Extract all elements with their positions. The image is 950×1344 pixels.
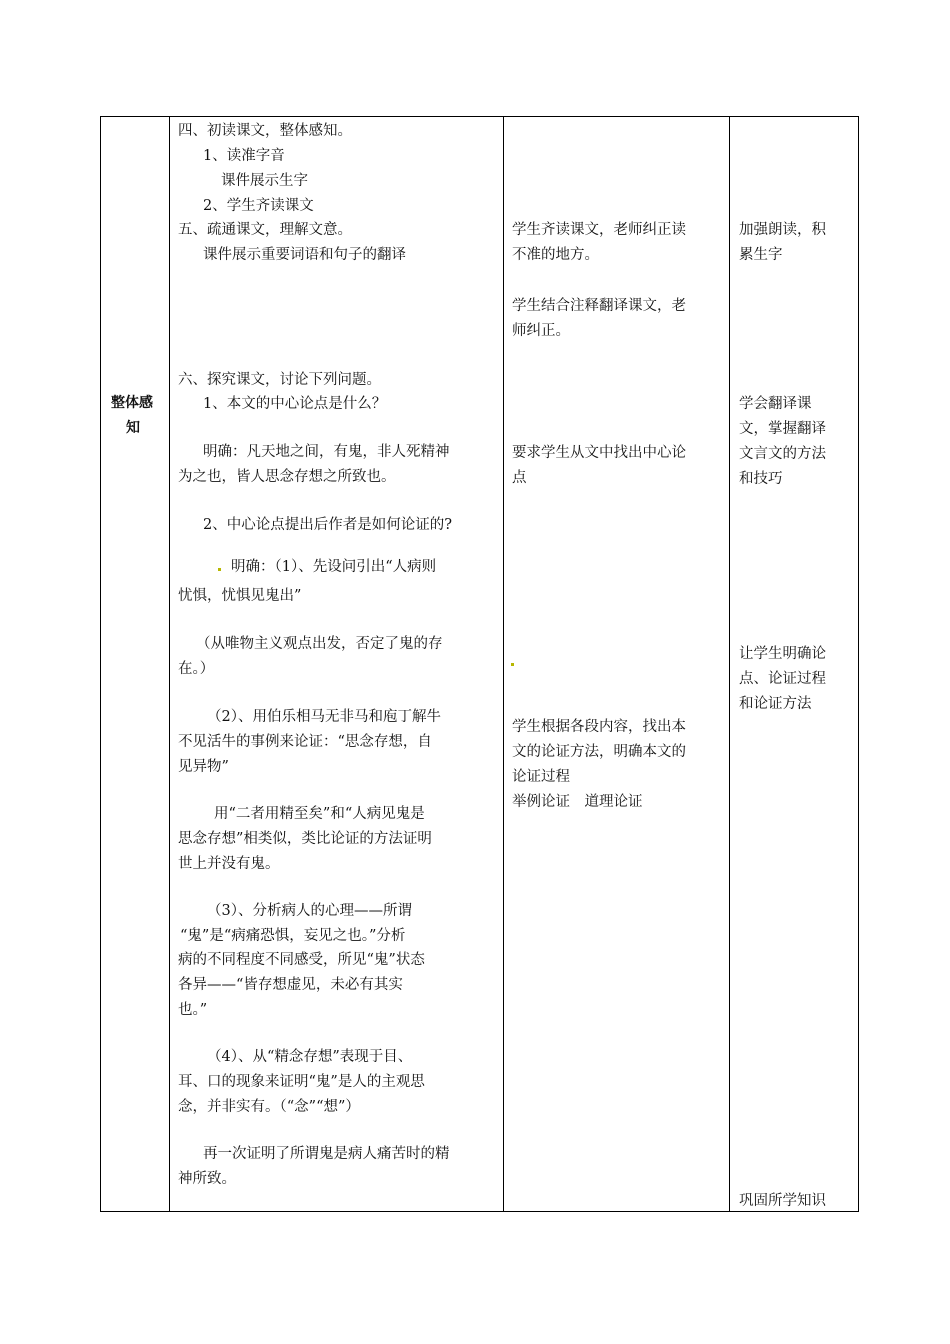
teacher-text-line: 不见活牛的事例来论证：“思念存想，自: [178, 734, 432, 750]
teacher-text-line: 为之也，皆人思念存想之所致也。: [178, 469, 396, 485]
stray-mark: [218, 568, 221, 571]
student-text-line: 要求学生从文中找出中心论: [512, 445, 686, 461]
teacher-text-line: 各异——“皆存想虚见，未必有其实: [178, 977, 403, 993]
teacher-text-line: 用“二者用精至矣”和“人病见鬼是: [214, 806, 425, 822]
teacher-text-line: （从唯物主义观点出发，否定了鬼的存: [196, 636, 443, 652]
purpose-text-line: 文，掌握翻译: [739, 421, 826, 437]
purpose-text-line: 文言文的方法: [739, 446, 826, 462]
teacher-text-line: 世上并没有鬼。: [178, 856, 280, 872]
student-text-line: 师纠正。: [512, 323, 570, 339]
teacher-text-line: 2、中心论点提出后作者是如何论证的?: [203, 517, 452, 533]
teacher-text-line: 明确：凡天地之间，有鬼，非人死精神: [203, 444, 450, 460]
stray-mark: [511, 663, 514, 666]
teacher-text-line: 四、初读课文，整体感知。: [178, 123, 352, 139]
student-text-line: 文的论证方法，明确本文的: [512, 744, 686, 760]
purpose-text-line: 让学生明确论: [739, 646, 826, 662]
teacher-text-line: 念，并非实有。（“念”“想”）: [178, 1099, 360, 1115]
student-text-line: 论证过程: [512, 769, 570, 785]
section-label-line-2: 知: [126, 420, 140, 436]
teacher-text-line: 神所致。: [178, 1171, 236, 1187]
student-text-line: 不准的地方。: [512, 247, 599, 263]
purpose-text-line: 加强朗读，积: [739, 222, 826, 238]
teacher-text-line: 五、疏通课文，理解文意。: [178, 222, 352, 238]
column-divider: [169, 117, 170, 1211]
teacher-text-line: 明确：（1）、先设问引出“人病则: [231, 559, 437, 575]
student-text-line: 举例论证 道理论证: [512, 794, 643, 810]
teacher-text-line: “鬼”是“病痛恐惧，妄见之也。”分析: [180, 928, 406, 944]
purpose-text-line: 巩固所学知识: [739, 1193, 826, 1209]
purpose-text-line: 累生字: [739, 247, 783, 263]
teacher-text-line: 课件展示重要词语和句子的翻译: [203, 247, 406, 263]
teacher-text-line: 六、探究课文，讨论下列问题。: [178, 372, 381, 388]
purpose-text-line: 和论证方法: [739, 696, 812, 712]
student-text-line: 点: [512, 470, 527, 486]
purpose-text-line: 点、论证过程: [739, 671, 826, 687]
teacher-text-line: 课件展示生字: [221, 173, 308, 189]
teacher-text-line: 1、本文的中心论点是什么？: [203, 396, 387, 412]
teacher-text-line: 耳、口的现象来证明“鬼”是人的主观思: [178, 1074, 425, 1090]
column-divider: [729, 117, 730, 1211]
column-divider: [503, 117, 504, 1211]
teacher-text-line: 见异物”: [178, 759, 229, 775]
teacher-text-line: 1、读准字音: [203, 148, 285, 164]
section-label-line-1: 整体感: [111, 395, 153, 411]
teacher-text-line: 2、学生齐读课文: [203, 198, 314, 214]
teacher-text-line: 在。）: [178, 661, 215, 677]
teacher-text-line: 再一次证明了所谓鬼是病人痛苦时的精: [203, 1146, 450, 1162]
teacher-text-line: （4）、从“精念存想”表现于目、: [207, 1049, 413, 1065]
teacher-text-line: 思念存想”相类似，类比论证的方法证明: [178, 831, 432, 847]
student-text-line: 学生齐读课文，老师纠正读: [512, 222, 686, 238]
teacher-text-line: 忧惧，忧惧见鬼出”: [178, 588, 302, 604]
teacher-text-line: 病的不同程度不同感受，所见“鬼”状态: [178, 952, 425, 968]
teacher-text-line: （2）、用伯乐相马无非马和庖丁解牛: [207, 709, 441, 725]
student-text-line: 学生结合注释翻译课文，老: [512, 298, 686, 314]
teacher-text-line: （3）、分析病人的心理——所谓: [207, 903, 412, 919]
teacher-text-line: 也。”: [178, 1002, 208, 1018]
student-text-line: 学生根据各段内容，找出本: [512, 719, 686, 735]
purpose-text-line: 和技巧: [739, 471, 783, 487]
purpose-text-line: 学会翻译课: [739, 396, 812, 412]
